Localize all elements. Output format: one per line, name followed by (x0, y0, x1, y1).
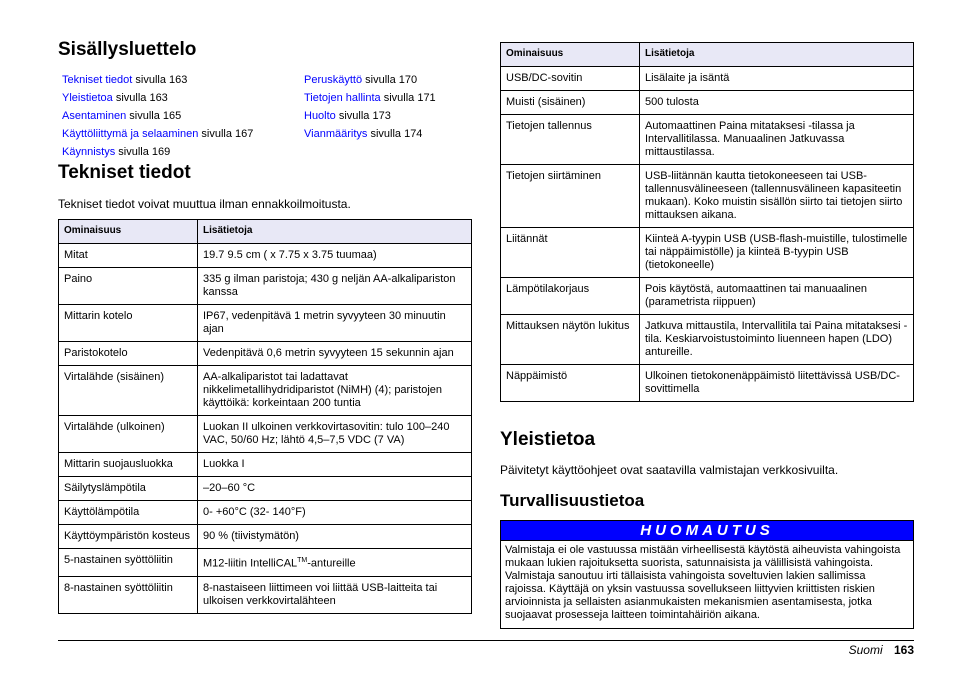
specs-table (58, 219, 472, 614)
feature-cell: Käyttöympäristön kosteus (59, 525, 198, 549)
feature-cell: Tietojen tallennus (501, 115, 640, 165)
feature-cell: Tietojen siirtäminen (501, 165, 640, 228)
table-row (501, 115, 914, 165)
details-cell (198, 549, 472, 577)
feature-cell: Paino (59, 268, 198, 305)
toc-link[interactable]: Tekniset tiedot (62, 74, 133, 86)
trademark-mark: TM (297, 557, 308, 564)
toc-left-column (62, 71, 253, 161)
details-cell: 19.7 9.5 cm ( x 7.75 x 3.75 tuumaa) (198, 244, 472, 268)
details-cell: Luokan II ulkoinen verkkovirtasovitin: tulo 100–240 VAC, 50/60 Hz; lähtö 4,5–7,5 VDC (7 VA) (198, 416, 472, 453)
toc-link[interactable]: Huolto (304, 110, 336, 122)
toc-link[interactable]: Tietojen hallinta (304, 92, 381, 104)
feature-cell: Käyttölämpötila (59, 501, 198, 525)
details-text: M12-liitin IntelliCAL (203, 557, 298, 570)
table-row (59, 576, 472, 613)
table-row (59, 366, 472, 416)
toc-item[interactable] (304, 125, 436, 143)
details-cell: 500 tulosta (640, 91, 914, 115)
footer-language: Suomi (848, 643, 883, 657)
toc-page: sivulla 173 (335, 110, 391, 122)
toc-link[interactable]: Peruskäyttö (304, 74, 363, 86)
right-column (500, 42, 914, 629)
toc-page: sivulla 163 (112, 92, 168, 104)
table-row (501, 315, 914, 365)
feature-cell: Virtalähde (sisäinen) (59, 366, 198, 416)
table-row (501, 365, 914, 402)
toc-item[interactable] (62, 107, 253, 125)
toc-link[interactable]: Asentaminen (62, 110, 127, 122)
table-row (59, 342, 472, 366)
details-cell: 335 g ilman paristoja; 430 g neljän AA-alkalipariston kanssa (198, 268, 472, 305)
table-row (501, 67, 914, 91)
toc-item[interactable] (304, 89, 436, 107)
column-header: Ominaisuus (501, 43, 640, 67)
details-cell: IP67, vedenpitävä 1 metrin syvyyteen 30 minuutin ajan (198, 305, 472, 342)
toc-page: sivulla 167 (198, 128, 254, 140)
specs-title: Tekniset tiedot (58, 162, 191, 183)
toc-page: sivulla 170 (362, 74, 418, 86)
table-row (59, 268, 472, 305)
details-cell: Automaattinen Paina mitataksesi -tilassa ja Intervallitilassa. Manuaalinen Jatkuvassa mittaustilassa. (640, 115, 914, 165)
left-column (58, 38, 472, 614)
feature-cell: Mitat (59, 244, 198, 268)
table-row (59, 477, 472, 501)
table-row (59, 244, 472, 268)
details-cell: AA-alkaliparistot tai ladattavat nikkelimetallihydridiparistot (NiMH) (4); paristojen käyttöikä: korkeintaan 200 tuntia (198, 366, 472, 416)
feature-cell: Mittarin kotelo (59, 305, 198, 342)
notice-text: Valmistaja ei ole vastuussa mistään virheellisestä käytöstä aiheuvista vahingoista mukaan lukien rajoituksetta suorista, satunnaisista ja välillisistä vahingoista. Valmistaja sanoutuu irti tällaisista vahingoista soveltuvien lakien sallimissa rajoissa. Käyttäjä on yksin vastuussa sovellukseen liittyvien kriittisten riskien arvioinnista ja sellaisten asianmukaisten mekanismien asentamisesta, jotka suojaavat prosesseja laitteen toimintahäiriön aikana. (505, 544, 901, 621)
safety-title: Turvallisuustietoa (500, 491, 645, 510)
details-cell: Ulkoinen tietokonenäppäimistö liitettävissä USB/DC-sovittimella (640, 365, 914, 402)
specs-intro: Tekniset tiedot voivat muuttua ilman ennakkoilmoitusta. (58, 197, 351, 211)
table-row (59, 416, 472, 453)
table-row (59, 453, 472, 477)
general-text: Päivitetyt käyttöohjeet ovat saatavilla valmistajan verkkosivuilta. (500, 463, 839, 477)
table-header-row (501, 43, 914, 67)
table-row (501, 91, 914, 115)
feature-cell: Mittauksen näytön lukitus (501, 315, 640, 365)
details-cell: USB-liitännän kautta tietokoneeseen tai USB-tallennusvälineeseen (tallennusvälineen kapasiteetin mukaan). Koko muistin sisällön siirto tai tietojen siirto mittauksen aikana. (640, 165, 914, 228)
feature-cell: Virtalähde (ulkoinen) (59, 416, 198, 453)
feature-cell: USB/DC-sovitin (501, 67, 640, 91)
page-number: 163 (893, 643, 914, 657)
toc-link[interactable]: Vianmääritys (304, 128, 368, 140)
footer-divider (58, 640, 914, 641)
toc-title: Sisällysluettelo (58, 39, 197, 60)
notice-box (500, 520, 914, 629)
page-footer (849, 643, 914, 657)
toc-page: sivulla 171 (380, 92, 436, 104)
feature-cell: Liitännät (501, 228, 640, 278)
general-title: Yleistietoa (500, 429, 596, 450)
table-of-contents (58, 71, 472, 157)
toc-item[interactable] (62, 143, 253, 161)
table-row (59, 305, 472, 342)
details-cell: 90 % (tiivistymätön) (198, 525, 472, 549)
feature-cell: 8-nastainen syöttöliitin (59, 576, 198, 613)
feature-cell: Säilytyslämpötila (59, 477, 198, 501)
table-row (501, 165, 914, 228)
details-cell: Kiinteä A-tyypin USB (USB-flash-muistille, tulostimelle tai näppäimistölle) ja kiinteä B-tyypin USB (tietokoneelle) (640, 228, 914, 278)
table-row (501, 278, 914, 315)
toc-page: sivulla 174 (367, 128, 423, 140)
feature-cell: Muisti (sisäinen) (501, 91, 640, 115)
toc-page: sivulla 165 (126, 110, 182, 122)
feature-cell: 5-nastainen syöttöliitin (59, 549, 198, 577)
toc-item[interactable] (62, 125, 253, 143)
column-header: Lisätietoja (640, 43, 914, 67)
details-cell: Jatkuva mittaustila, Intervallitila tai Paina mitataksesi -tila. Keskiarvoistustoiminto liuenneen hapen (LDO) antureille. (640, 315, 914, 365)
details-cell: Luokka I (198, 453, 472, 477)
toc-item[interactable] (62, 71, 253, 89)
toc-page: sivulla 163 (132, 74, 188, 86)
feature-cell: Mittarin suojausluokka (59, 453, 198, 477)
feature-cell: Lämpötilakorjaus (501, 278, 640, 315)
specs-table-continued (500, 42, 914, 402)
toc-item[interactable] (62, 89, 253, 107)
table-row (59, 525, 472, 549)
toc-right-column (304, 71, 436, 143)
toc-link[interactable]: Käynnistys (62, 146, 116, 158)
table-row (59, 549, 472, 577)
toc-link[interactable]: Yleistietoa (62, 92, 113, 104)
details-cell: 8-nastaiseen liittimeen voi liittää USB-laitteita tai ulkoisen verkkovirtalähteen (198, 576, 472, 613)
details-cell: Pois käytöstä, automaattinen tai manuaalinen (parametrista riippuen) (640, 278, 914, 315)
feature-cell: Näppäimistö (501, 365, 640, 402)
notice-heading: HUOMAUTUS (501, 521, 913, 541)
table-header-row (59, 220, 472, 244)
details-cell: Lisälaite ja isäntä (640, 67, 914, 91)
table-row (59, 501, 472, 525)
details-text: -antureille (307, 557, 356, 570)
details-cell: Vedenpitävä 0,6 metrin syvyyteen 15 sekunnin ajan (198, 342, 472, 366)
feature-cell: Paristokotelo (59, 342, 198, 366)
column-header: Lisätietoja (198, 220, 472, 244)
column-header: Ominaisuus (59, 220, 198, 244)
table-row (501, 228, 914, 278)
toc-link[interactable]: Käyttöliittymä ja selaaminen (62, 128, 199, 140)
toc-item[interactable] (304, 107, 436, 125)
toc-page: sivulla 169 (115, 146, 171, 158)
details-cell: 0- +60°C (32- 140°F) (198, 501, 472, 525)
toc-item[interactable] (304, 71, 436, 89)
details-cell: –20–60 °C (198, 477, 472, 501)
